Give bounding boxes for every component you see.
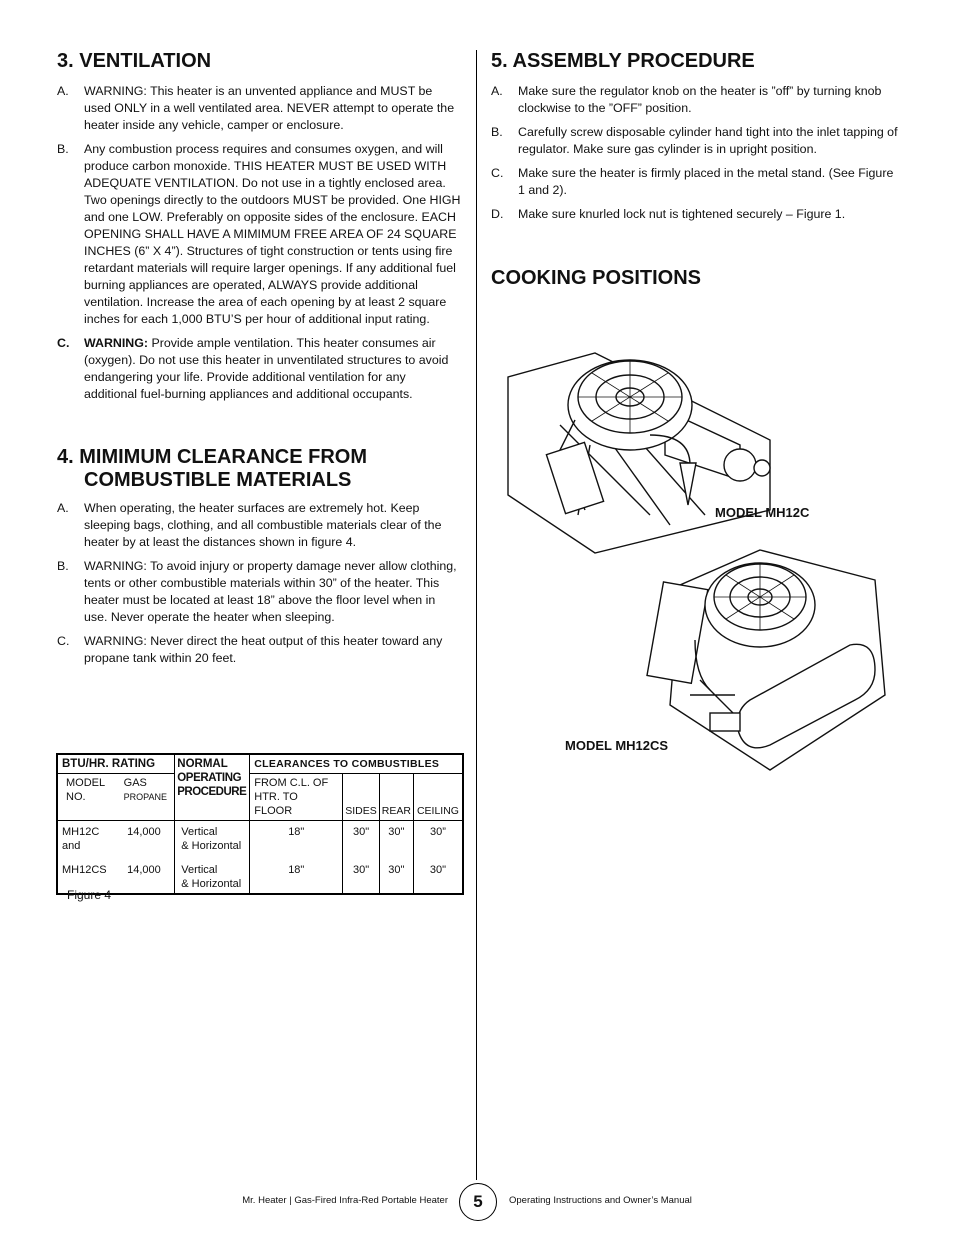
clearance-table bbox=[56, 753, 464, 895]
rear-cell: 30" bbox=[379, 855, 413, 894]
assembly-item-c bbox=[491, 165, 901, 199]
procedure-cell: Vertical & Horizontal bbox=[175, 855, 250, 894]
assembly-item-b bbox=[491, 124, 901, 158]
item-text: Make sure the heater is firmly placed in the metal stand. (See Figure 1 and 2). bbox=[518, 166, 894, 197]
gas-cell: 14,000 bbox=[127, 864, 161, 876]
model-cell: MH12CS bbox=[62, 864, 107, 876]
floor-clearance-header: FROM C.L. OF HTR. TO FLOOR bbox=[250, 774, 343, 821]
cooking-heading: COOKING POSITIONS bbox=[491, 267, 702, 289]
model-cell: MH12C and bbox=[62, 826, 100, 852]
item-label: A. bbox=[57, 84, 69, 98]
table-header-row-1 bbox=[57, 754, 463, 774]
ceiling-cell: 30” bbox=[413, 821, 463, 856]
item-label: B. bbox=[57, 142, 69, 156]
clearance-item-b bbox=[57, 558, 462, 626]
item-label: C. bbox=[57, 336, 70, 350]
item-text: Make sure the regulator knob on the heater is ”off” by turning knob clockwise to the ”OFF” position. bbox=[518, 84, 882, 115]
clearance-item-a bbox=[57, 500, 462, 551]
ventilation-item-c bbox=[57, 335, 462, 403]
model-mh12c-label: MODEL MH12C bbox=[715, 505, 810, 520]
normal-procedure-header: NORMAL OPERATING PROCEDURE bbox=[175, 754, 250, 821]
clearance-heading bbox=[57, 446, 462, 492]
assembly-item-d bbox=[491, 206, 901, 223]
table-row bbox=[57, 821, 463, 856]
ventilation-item-b bbox=[57, 141, 462, 328]
assembly-heading: 5. ASSEMBLY PROCEDURE bbox=[491, 50, 755, 72]
heater-mh12c-illustration bbox=[500, 335, 790, 560]
sides-cell: 30" bbox=[343, 855, 380, 894]
clearances-header: CLEARANCES TO COMBUSTIBLES bbox=[250, 754, 463, 774]
table-header-row-2 bbox=[57, 774, 463, 821]
ceiling-cell: 30" bbox=[413, 855, 463, 894]
right-column bbox=[491, 50, 901, 300]
item-label: C. bbox=[57, 634, 70, 648]
btu-rating-header: BTU/HR. RATING bbox=[57, 754, 175, 774]
left-column bbox=[57, 50, 462, 674]
ventilation-item-a bbox=[57, 83, 462, 134]
heater-mh12cs-illustration bbox=[640, 545, 890, 775]
item-text: Any combustion process requires and consumes oxygen, and will produce carbon monoxide. THIS HEATER MUST BE USED WITH ADEQUATE VENTILATION. Do not use in a tightly enclosed area. Two openings directly to the outdoors MUST be provided. One HIGH and one LOW. Preferably on opposite sides of the enclosure. EACH OPENING SHALL HAVE A MIMIMUM FREE AREA OF 24 SQUARE INCHES (6” X 4”). Structures of tight construction or tents using fire retardant materials will require larger openings. If any additional fuel burning appliances are operated, ALWAYS provide additional ventilation. Increase the area of each opening by at least 2 square inches for each 1,000 BTU’S per hour of additional input rating. bbox=[84, 142, 461, 326]
floor-cell: 18" bbox=[250, 855, 343, 894]
item-label: A. bbox=[491, 84, 503, 98]
model-mh12cs-label: MODEL MH12CS bbox=[565, 738, 669, 753]
sides-cell: 30" bbox=[343, 821, 380, 856]
item-label: A. bbox=[57, 501, 69, 515]
item-text: WARNING: This heater is an unvented appliance and MUST be used ONLY in a well ventilated area. NEVER attempt to operate the heater inside any vehicle, camper or enclosure. bbox=[84, 84, 455, 132]
column-divider bbox=[476, 50, 477, 1180]
clearance-item-c bbox=[57, 633, 462, 667]
ventilation-heading: 3. VENTILATION bbox=[57, 50, 212, 72]
page-number: 5 bbox=[459, 1183, 497, 1221]
footer-manual-title: Operating Instructions and Owner’s Manual bbox=[509, 1195, 692, 1206]
procedure-cell: Vertical & Horizontal bbox=[175, 821, 250, 856]
clearance-heading-line2: COMBUSTIBLE MATERIALS bbox=[84, 469, 352, 491]
item-label: C. bbox=[491, 166, 504, 180]
item-text: When operating, the heater surfaces are extremely hot. Keep sleeping bags, clothing, and all combustible materials clear of the heater by at least the distances shown in figure 4. bbox=[84, 501, 442, 549]
item-label: B. bbox=[491, 125, 503, 139]
figure-caption: Figure 4 bbox=[67, 888, 112, 902]
item-label: B. bbox=[57, 559, 69, 573]
rear-cell: 30" bbox=[379, 821, 413, 856]
clearance-heading-line1: 4. MIMIMUM CLEARANCE FROM bbox=[57, 446, 367, 468]
item-text: WARNING: Never direct the heat output of this heater toward any propane tank within 20 feet. bbox=[84, 634, 443, 665]
item-text: Provide ample ventilation. This heater consumes air (oxygen). Do not use this heater in unventilated structures to avoid endangering your life. Provide additional ventilation for any additional fuel-burning appliances and additional occupants. bbox=[84, 336, 449, 401]
footer-product-title: Mr. Heater | Gas-Fired Infra-Red Portable Heater bbox=[242, 1195, 448, 1206]
gas-propane-header: GAS PROPANE bbox=[114, 774, 175, 821]
sides-header: SIDES bbox=[343, 774, 380, 821]
model-no-header: MODEL NO. bbox=[57, 774, 114, 821]
item-label: D. bbox=[491, 207, 504, 221]
floor-cell: 18" bbox=[250, 821, 343, 856]
table-row bbox=[57, 855, 463, 894]
gas-cell: 14,000 bbox=[127, 826, 161, 838]
item-text: Make sure knurled lock nut is tightened securely – Figure 1. bbox=[518, 207, 846, 221]
item-text: WARNING: To avoid injury or property damage never allow clothing, tents or other combustible materials within 30” of the heater. This heater must be located at least 18” above the floor level when in use. Never operate the heater when sleeping. bbox=[84, 559, 457, 624]
ceiling-header: CEILING bbox=[413, 774, 463, 821]
warning-label: WARNING: bbox=[84, 336, 149, 350]
item-text: Carefully screw disposable cylinder hand tight into the inlet tapping of regulator. Make sure gas cylinder is in upright position. bbox=[518, 125, 898, 156]
rear-header: REAR bbox=[379, 774, 413, 821]
assembly-item-a bbox=[491, 83, 901, 117]
